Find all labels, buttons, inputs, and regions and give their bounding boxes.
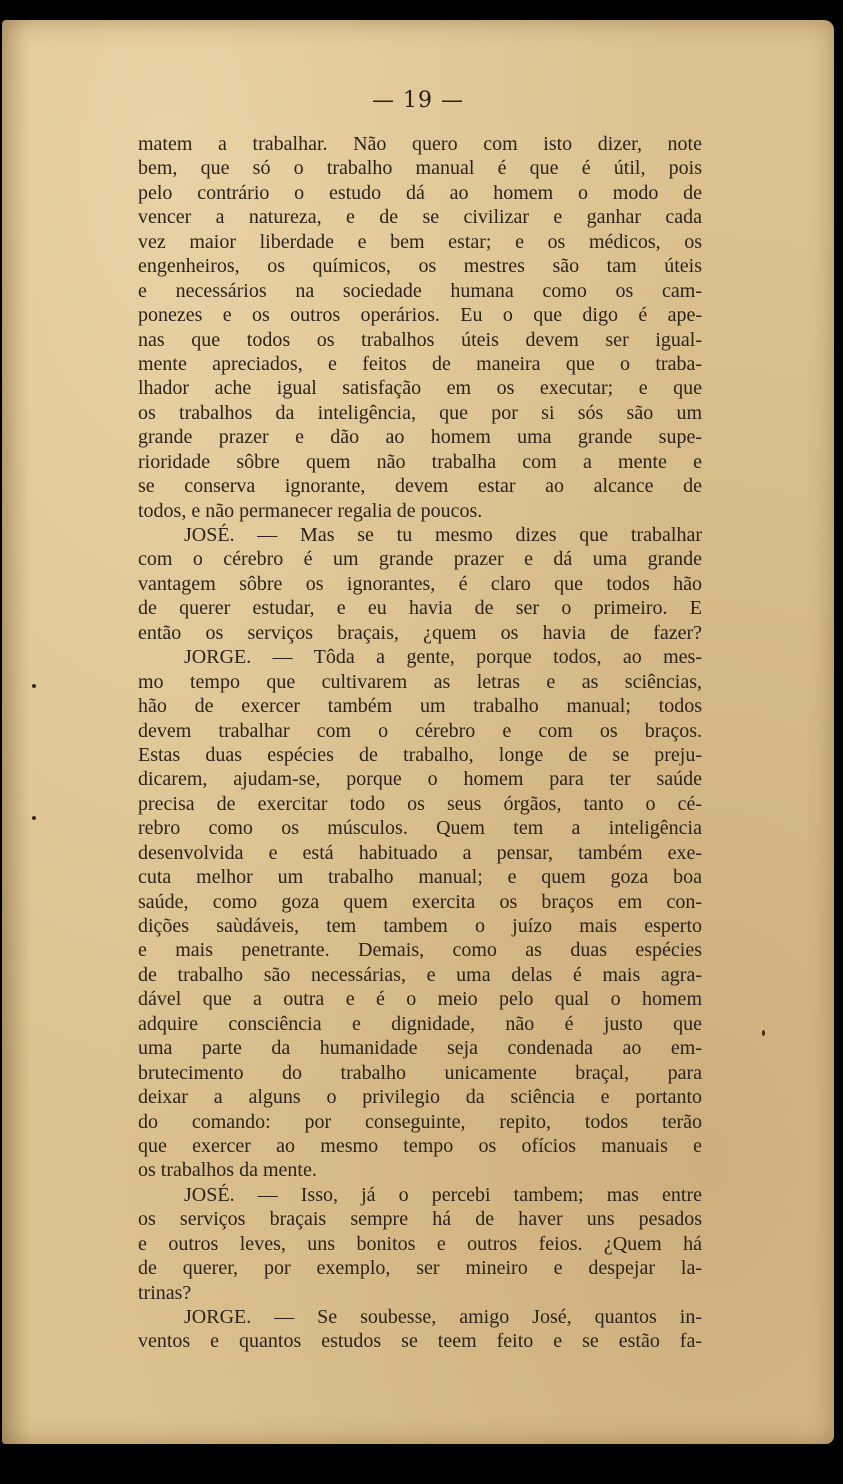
dialogue-line-jose: JOSÉ. — Mas se tu mesmo dizes que trabalhar bbox=[184, 524, 702, 546]
text-line: lhador ache igual satisfação em os executar; e que bbox=[138, 377, 702, 400]
text-line: uma parte da humanidade seja condenada ao em- bbox=[138, 1037, 702, 1060]
text-line: brutecimento do trabalho unicamente braçal, para bbox=[138, 1061, 702, 1084]
text-line: os trabalhos da mente. bbox=[138, 1159, 317, 1182]
text-line: de trabalho são necessárias, e uma delas é mais agra- bbox=[138, 963, 702, 986]
text-line: deixar a alguns o privilegio da sciência e portanto bbox=[138, 1086, 702, 1109]
text-line: adquire consciência e dignidade, não é justo que bbox=[138, 1012, 702, 1035]
text-line: trinas? bbox=[138, 1281, 192, 1304]
text-line: se conserva ignorante, devem estar ao alcance de bbox=[138, 475, 702, 498]
text-line: bem, que só o trabalho manual é que é útil, pois bbox=[138, 157, 702, 180]
dialogue-line-jorge: JORGE. — Se soubesse, amigo José, quantos in- bbox=[184, 1306, 702, 1328]
text-line: e mais penetrante. Demais, como as duas espécies bbox=[138, 939, 702, 962]
text-line: dicarem, ajudam-se, porque o homem para ter saúde bbox=[138, 768, 702, 791]
text-line: os trabalhos da inteligência, que por si sós são um bbox=[138, 401, 702, 424]
body-text bbox=[138, 132, 702, 1354]
text-line: ventos e quantos estudos se teem feito e se estão fa- bbox=[138, 1330, 702, 1353]
text-line: nas que todos os trabalhos úteis devem ser igual- bbox=[138, 328, 702, 351]
text-line: matem a trabalhar. Não quero com isto dizer, note bbox=[138, 133, 702, 155]
text-line: e outros leves, uns bonitos e outros feios. ¿Quem há bbox=[138, 1232, 702, 1255]
text-line: rioridade sôbre quem não trabalha com a mente e bbox=[138, 450, 702, 473]
text-line: que exercer ao mesmo tempo os ofícios manuais e bbox=[138, 1134, 702, 1157]
text-line: todos, e não permanecer regalia de poucos. bbox=[138, 499, 483, 522]
text-line: dições saùdáveis, tem tambem o juízo mais esperto bbox=[138, 915, 702, 937]
text-line: de querer, por exemplo, ser mineiro e despejar la- bbox=[138, 1257, 702, 1280]
text-line: os serviços braçais sempre há de haver uns pesados bbox=[138, 1208, 702, 1231]
text-line: grande prazer e dão ao homem uma grande supe- bbox=[138, 426, 702, 449]
text-line: devem trabalhar com o cérebro e com os braços. bbox=[138, 719, 702, 742]
text-line: cuta melhor um trabalho manual; e quem goza boa bbox=[138, 866, 702, 889]
text-line: engenheiros, os químicos, os mestres são tam úteis bbox=[138, 255, 702, 278]
text-line: saúde, como goza quem exercita os braços em con- bbox=[138, 890, 702, 913]
text-line: hão de exercer também um trabalho manual; todos bbox=[138, 695, 702, 718]
paper-speck bbox=[32, 816, 36, 820]
text-line: vencer a natureza, e de se civilizar e ganhar cada bbox=[138, 206, 702, 229]
text-line: com o cérebro é um grande prazer e dá uma grande bbox=[138, 548, 702, 571]
paper-speck bbox=[32, 684, 36, 688]
text-line: e necessários na sociedade humana como os cam- bbox=[138, 279, 702, 302]
dialogue-line-jorge: JORGE. — Tôda a gente, porque todos, ao mes- bbox=[184, 646, 702, 669]
text-line: mo tempo que cultivarem as letras e as sciências, bbox=[138, 670, 702, 693]
text-line: então os serviços braçais, ¿quem os havia de fazer? bbox=[138, 621, 702, 644]
page-number: — 19 — bbox=[372, 88, 464, 113]
text-line: vez maior liberdade e bem estar; e os médicos, os bbox=[138, 230, 702, 253]
text-line: mente apreciados, e feitos de maneira que o traba- bbox=[138, 352, 702, 375]
text-line: ponezes e os outros operários. Eu o que digo é ape- bbox=[138, 304, 702, 327]
text-line: desenvolvida e está habituado a pensar, também exe- bbox=[138, 841, 702, 864]
text-line: precisa de exercitar todo os seus órgãos, tanto o cé- bbox=[138, 792, 702, 815]
text-line: do comando: por conseguinte, repito, todos terão bbox=[138, 1110, 702, 1133]
text-line: de querer estudar, e eu havia de ser o primeiro. E bbox=[138, 597, 702, 620]
text-line: Estas duas espécies de trabalho, longe de se preju- bbox=[138, 743, 702, 766]
paper-speck bbox=[762, 1030, 765, 1036]
text-line: dável que a outra e é o meio pelo qual o homem bbox=[138, 988, 702, 1011]
dialogue-line-jose: JOSÉ. — Isso, já o percebi tambem; mas entre bbox=[184, 1183, 702, 1206]
book-page bbox=[2, 20, 834, 1444]
text-line: rebro como os músculos. Quem tem a inteligência bbox=[138, 817, 702, 840]
text-line: vantagem sôbre os ignorantes, é claro que todos hão bbox=[138, 572, 702, 595]
text-line: pelo contrário o estudo dá ao homem o modo de bbox=[138, 181, 702, 204]
